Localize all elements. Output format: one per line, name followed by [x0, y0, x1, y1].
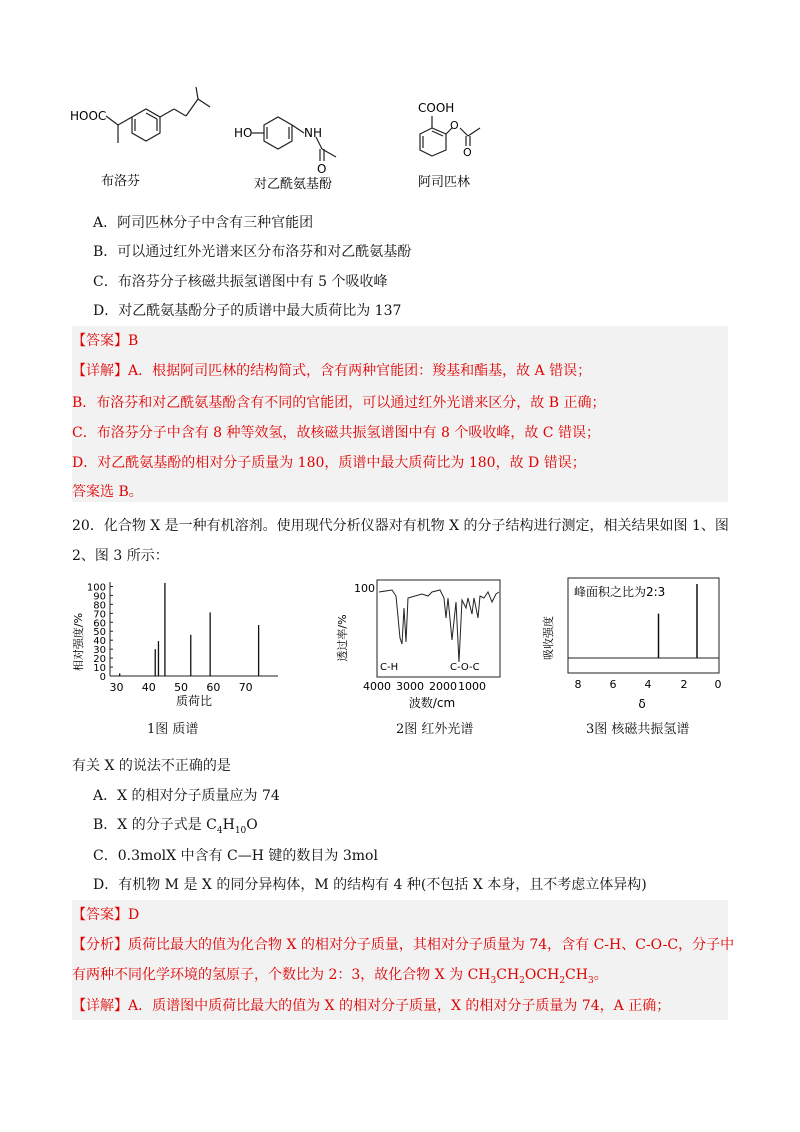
y-tick-100: 100: [354, 582, 375, 595]
q20-stem-line2: 2、图 3 所示：: [72, 548, 169, 564]
y-tick-label: 0: [99, 672, 106, 683]
q20-option-b: B．X 的分子式是 $C_4H_{10}O$: [93, 817, 258, 836]
cooh-label: COOH: [418, 101, 455, 115]
q20-question: 有关 X 的说法不正确的是: [72, 758, 231, 774]
q19-option-b: B．可以通过红外光谱来区分布洛芬和对乙酰氨基酚: [93, 244, 412, 260]
x-tick-3000: 3000: [396, 680, 424, 693]
ir-spectrum-chart: [332, 578, 507, 713]
q20-analysis-line1: 【分析】质荷比最大的值为化合物 X 的相对分子质量，其相对分子质量为 74，含有 C-H、C-O-C，分子中: [72, 937, 735, 953]
aspirin-label: 阿司匹林: [418, 175, 471, 190]
paracetamol-label: 对乙酰氨基酚: [254, 177, 333, 192]
y-axis-label: 透过率/%: [336, 614, 349, 662]
coc-annotation: C-O-C: [450, 662, 480, 673]
x-tick-2: 2: [680, 678, 688, 691]
y-tick-label: 30: [93, 645, 106, 657]
q19-answer-box: [72, 326, 728, 502]
x-axis-label: 波数/cm: [408, 696, 456, 710]
fig3-caption: 3图 核磁共振氢谱: [586, 722, 690, 737]
q19-detail-b: B．布洛芬和对乙酰氨基酚含有不同的官能团，可以通过红外光谱来区分，故 B 正确；: [72, 395, 606, 411]
q19-option-c: C．布洛芬分子核磁共振氢谱图中有 5 个吸收峰: [93, 274, 388, 290]
x-axis-label: δ: [638, 697, 646, 711]
x-tick-4: 4: [644, 678, 652, 691]
x-tick-0: 0: [714, 678, 722, 691]
y-tick-label: 80: [93, 600, 106, 612]
y-tick-label: 60: [93, 618, 106, 630]
q19-option-d: D．对乙酰氨基酚分子的质谱中最大质荷比为 137: [93, 303, 402, 319]
mass-spectrum-chart: [68, 578, 283, 708]
ester-o-label: O: [450, 119, 459, 132]
fig1-caption: 1图 质谱: [147, 722, 199, 737]
y-tick-label: 40: [93, 636, 106, 648]
nh-label: NH: [304, 126, 322, 140]
q19-detail-a: 【详解】A．根据阿司匹林的结构简式，含有两种官能团：羧基和酯基，故 A 错误；: [72, 363, 592, 379]
q20-analysis-line2: 有两种不同化学环境的氢原子，个数比为 2：3，故化合物 X 为 $CH_3CH_2OCH_2CH_3$。: [72, 967, 608, 986]
y-tick-label: 90: [93, 591, 106, 603]
q20-stem-line1: 20．化合物 X 是一种有机溶剂。使用现代分析仪器对有机物 X 的分子结构进行测定，相关结果如图 1、图: [72, 518, 729, 534]
q19-detail-c: C．布洛芬分子中含有 8 种等效氢，故核磁共振氢谱图中有 8 个吸收峰，故 C 错误；: [72, 425, 600, 441]
x-tick-label: 70: [238, 681, 253, 694]
q20-option-a: A．X 的相对分子质量应为 74: [93, 788, 280, 804]
q20-option-c: C．0.3molX 中含有 C—H 键的数目为 3mol: [93, 848, 378, 864]
structure-aspirin: [400, 98, 510, 198]
y-tick-label: 100: [86, 582, 106, 594]
x-tick-label: 50: [174, 681, 189, 694]
structure-ibuprofen: [68, 85, 248, 190]
ir-trace: [379, 590, 499, 662]
y-axis-label: 吸收强度: [542, 616, 555, 660]
fig2-caption: 2图 红外光谱: [396, 722, 474, 737]
x-tick-label: 40: [141, 681, 156, 694]
x-tick-4000: 4000: [363, 680, 391, 693]
y-axis-label: 相对强度/%: [72, 612, 85, 672]
y-tick-label: 20: [93, 654, 106, 666]
ibuprofen-label: 布洛芬: [101, 174, 141, 189]
x-tick-8: 8: [574, 678, 582, 691]
x-tick-label: 60: [206, 681, 221, 694]
structure-paracetamol: [232, 95, 372, 195]
hooc-label: HOOC: [70, 109, 107, 123]
y-tick-label: 50: [93, 627, 106, 639]
ch-annotation: C-H: [380, 662, 399, 673]
q19-conclusion: 答案选 B。: [72, 484, 143, 500]
x-tick-6: 6: [609, 678, 617, 691]
q20-detail-a: 【详解】A．质谱图中质荷比最大的值为 X 的相对分子质量，X 的相对分子质量为 74，A 正确；: [72, 998, 671, 1014]
peak-ratio-annotation: 峰面积之比为2:3: [574, 585, 666, 599]
q20-answer: 【答案】D: [72, 907, 140, 923]
y-tick-label: 70: [93, 609, 106, 621]
x-tick-1000: 1000: [458, 680, 486, 693]
x-tick-2000: 2000: [429, 680, 457, 693]
ho-label: HO: [234, 126, 253, 140]
carbonyl-o-label: O: [463, 146, 472, 159]
nmr-spectrum-chart: [538, 570, 728, 715]
x-tick-label: 30: [109, 681, 124, 694]
q20-option-d: D．有机物 M 是 X 的同分异构体，M 的结构有 4 种(不包括 X 本身，且不考虑立体异构): [93, 877, 647, 893]
o-label: O: [317, 162, 327, 176]
x-axis-label: 质荷比: [175, 694, 213, 708]
y-tick-label: 10: [93, 663, 106, 675]
q19-detail-d: D．对乙酰氨基酚的相对分子质量为 180，质谱中最大质荷比为 180，故 D 错误；: [72, 455, 586, 471]
q19-answer: 【答案】B: [72, 333, 139, 349]
q19-option-a: A．阿司匹林分子中含有三种官能团: [93, 215, 314, 231]
